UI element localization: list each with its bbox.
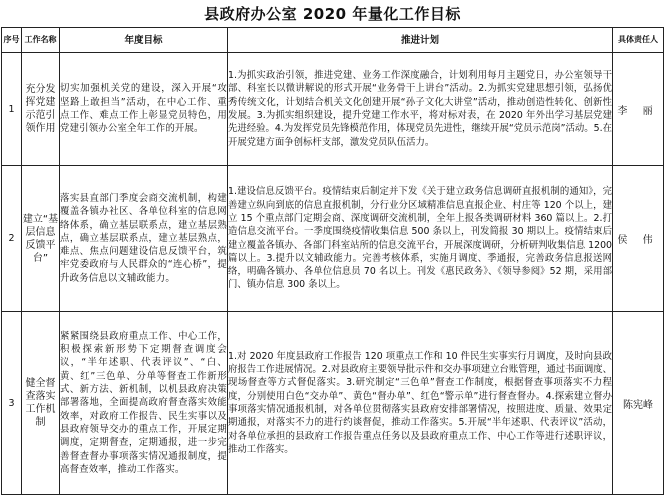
- annual-goal: 落实县直部门季度会商交流机制，构建覆盖各镇办社区、各单位科室的信息网络体系，确立基层联系点，建立基层熟点，确立基层联系点，建立基层熟点，难点、焦点问题建设信息反馈平台，筑牢党委政府与人民群众的“连心桥”，提升政务信息以文辅政能力。: [60, 166, 228, 312]
- annual-goal: 紧紧围绕县政府重点工作、中心工作，积极探索新形势下定期督查调度会议，“半年述职、代表评议”、“白、黄、红”三色单、分单等督查工作新形式、新方法、新机制，以机县政府决策部署落地，全面提高政府督查落实效能效率，对政府工作报告、民生实事以及县政府领导交办的重点工作，开展定期调度，定期督查，定期通报，进一步完善督查督办事项落实情况通报制度，提高督查效率，推动工作落实。: [60, 312, 228, 495]
- header-name: 工作名称: [22, 28, 60, 53]
- table-row: [2, 53, 664, 166]
- work-name: 健全督查落实工作机制: [22, 312, 60, 495]
- progress-plan: 1.对 2020 年度县政府工作报告 120 项重点工作和 10 件民生实事实行月调度，及时向县政府报告工作进展情况。2.对县政府主要领导批示件和交办事项建立台账管理，通过书面调度、现场督查等方式督促落实。3.研究制定“三色单”督查工作制度，根据督查事项落实不力程度，分别使用白色“交办单”、黄色“督办单”、红色“警示单”进行督查督办。4.探索建立督办事项落实情况通报机制，对各单位贯彻落实县政府安排部署情况，按照进度、质量、效果定期通报，对落实不力的进行约谈督促，推动工作落实。5.开展“半年述职、代表评议”活动，对各单位承担的县政府工作报告重点任务以及县政府重点工作、中心工作等进行述职评议，推动工作落实。: [228, 312, 613, 495]
- responsible-person: 陈宪峰: [613, 312, 664, 495]
- responsible-person: 李 丽: [613, 53, 664, 166]
- work-name: 充分发挥党建示范引领作用: [22, 53, 60, 166]
- targets-table: [1, 27, 664, 495]
- progress-plan: 1.为抓实政治引领，推进党建、业务工作深度融合，计划利用每月主题党日，办公室领导干部、科室长以微讲解说的形式开展“业务骨干上讲台”活动。2.为抓实党建思想引领，弘扬优秀传统文化，计划结合机关文化创建开展“孙子文化大讲堂”活动，推动创造性转化、创新性发展。3.为抓实组织建设，提升党建工作水平，将对标对表，在 2020 年外出学习基层党建先进经验。4.为发挥党员先锋模范作用，体现党员先进性，继续开展“党员示范岗”活动。5.在开展党建方面争创标杆支部，激发党员队伍活力。: [228, 53, 613, 166]
- progress-plan: 1.建设信息反馈平台。疫情结束后制定并下发《关于建立政务信息调研直报机制的通知》，完善建立纵向到底的信息直报机制，分行业分区域精准信息直报企业、村庄等 120 个以上，建立 15 个重点部门定期会商、深度调研交流机制，全年上报各类调研材料 360 篇以上。2.打造信息交流平台。一季度围绕疫情收集信息 500 条以上，刊发简报 30 期以上。疫情结束后建立覆盖各镇办、各部门科室站所的信息交流平台，开展深度调研，分析研判收集信息 1200 篇以上。3.提升以文辅政能力。完善考核体系，实施月调度、季通报，完善政务信息报送网络，明确各镇办、各单位信息员 70 名以上。刊发《惠民政务》、《领导参阅》52 期，采用部门、镇办信息 300 条以上。: [228, 166, 613, 312]
- row-number: 1: [2, 53, 22, 166]
- row-number: 2: [2, 166, 22, 312]
- table-row: [2, 312, 664, 495]
- header-plan: 推进计划: [228, 28, 613, 53]
- header-num: 序号: [2, 28, 22, 53]
- document-title: 县政府办公室 2020 年量化工作目标: [204, 5, 461, 23]
- work-name: 建立“基层信息反馈平台”: [22, 166, 60, 312]
- table-header-row: [2, 28, 664, 53]
- header-goal: 年度目标: [60, 28, 228, 53]
- responsible-person: 侯 伟: [613, 166, 664, 312]
- row-number: 3: [2, 312, 22, 495]
- header-resp: 具体责任人: [613, 28, 664, 53]
- annual-goal: 切实加强机关党的建设，深入开展“攻坚路上敢担当”活动，在中心工作、重点工作、难点工作上彰显党员特色，用党建引领办公室全年工作的开展。: [60, 53, 228, 166]
- table-row: [2, 166, 664, 312]
